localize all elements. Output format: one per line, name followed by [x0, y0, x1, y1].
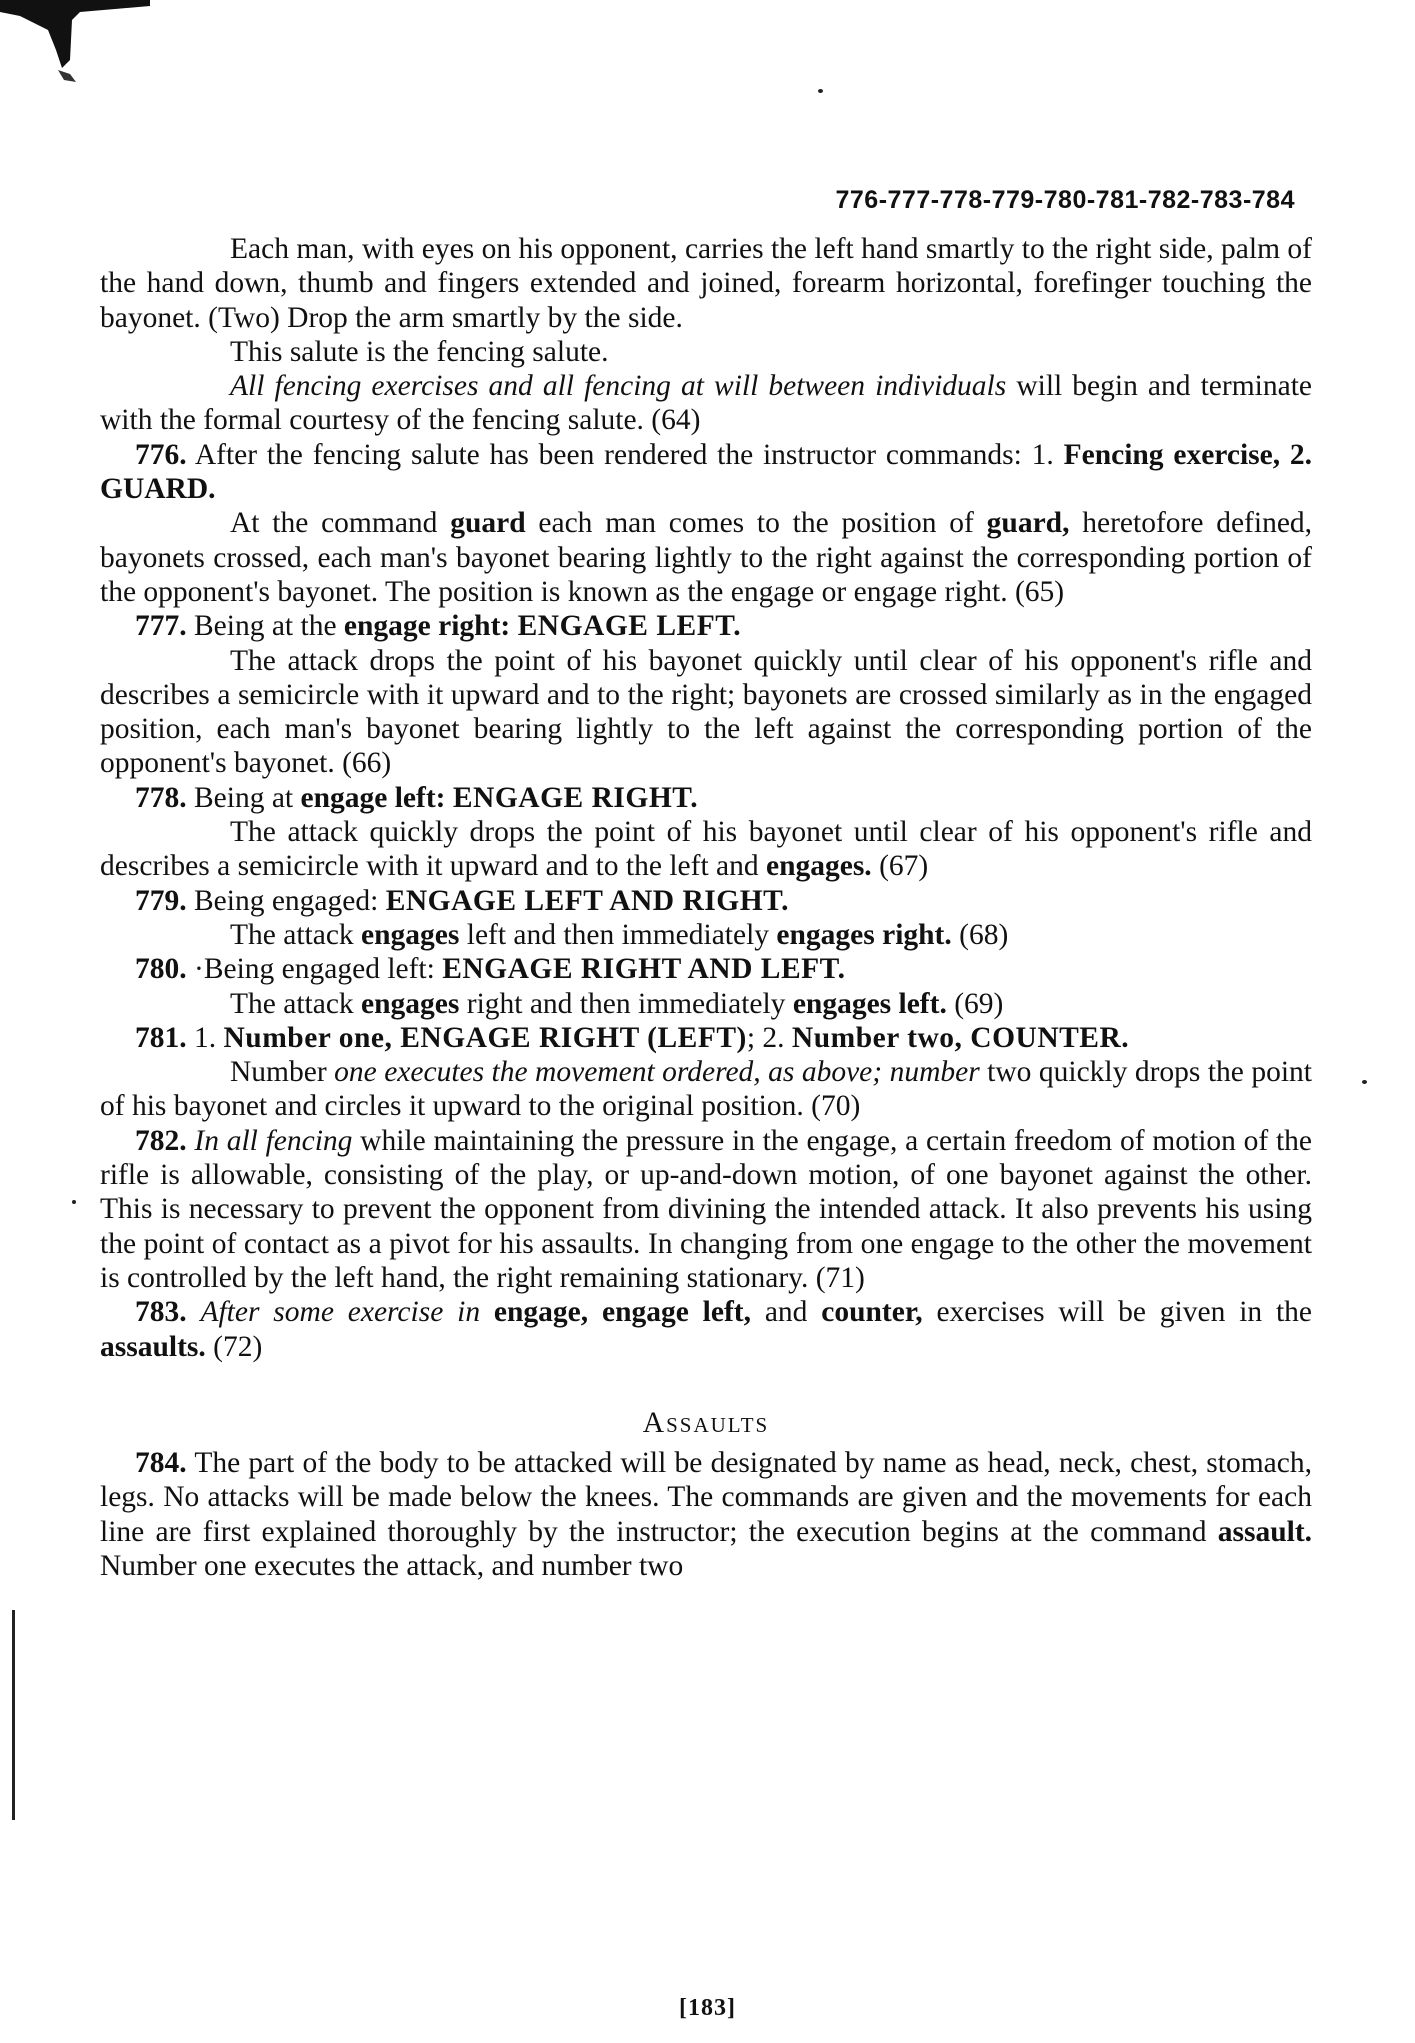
section-780 — [100, 952, 1312, 986]
paragraph-text: (67) — [879, 850, 929, 883]
paragraph-text: exercises will be given in the — [936, 1296, 1313, 1329]
section-777 — [100, 609, 1312, 643]
command-text: ENGAGE RIGHT AND LEFT. — [442, 953, 846, 986]
command-text: ENGAGE RIGHT. — [452, 781, 699, 814]
section-number: 777. — [135, 610, 187, 643]
bold-term: engage left: — [300, 781, 446, 814]
bold-term: engage, engage left, — [493, 1296, 751, 1329]
bold-term: engages — [361, 918, 460, 951]
corner-smudge-mark — [0, 0, 170, 90]
body-text — [100, 232, 1312, 1583]
bold-term: engages. — [765, 850, 872, 883]
section-text: ; 2. — [746, 1021, 785, 1054]
bold-term: counter, — [821, 1296, 923, 1329]
paragraph-engage-left-and-right — [100, 918, 1312, 952]
paragraph-text: each man comes to the position of — [538, 507, 974, 540]
paragraph-text: right and then immediately — [466, 987, 786, 1020]
running-header-section-numbers: 776-777-778-779-780-781-782-783-784 — [835, 186, 1295, 214]
section-779 — [100, 884, 1312, 918]
paragraph-text: left and then immediately — [466, 918, 770, 951]
section-number: 784. — [135, 1447, 187, 1480]
dust-speck — [818, 89, 823, 93]
section-text: Being at — [194, 781, 294, 814]
bold-term: assault. — [1217, 1515, 1313, 1548]
paragraph-counter — [100, 1055, 1312, 1124]
command-text: Number two, COUNTER. — [791, 1021, 1130, 1054]
paragraph-guard-position — [100, 506, 1312, 609]
paragraph-engage-right-and-left — [100, 987, 1312, 1021]
paragraph-text: (68) — [959, 918, 1009, 951]
margin-scan-line — [12, 1610, 15, 1820]
paragraph-text: Number one executes the attack, and number two — [100, 1549, 684, 1582]
paragraph-fencing-courtesy — [100, 369, 1312, 438]
paragraph-engage-right — [100, 815, 1312, 884]
section-text: 1. — [194, 1021, 217, 1054]
section-number: 779. — [135, 884, 187, 917]
section-783 — [100, 1295, 1312, 1364]
dust-speck — [1362, 1080, 1367, 1084]
bold-term: assaults. — [100, 1330, 206, 1363]
command-text: Number one, ENGAGE RIGHT (LEFT) — [223, 1021, 747, 1054]
italic-phrase: In all fencing — [194, 1124, 353, 1157]
bold-term: engages — [361, 987, 460, 1020]
page-number: [183] — [679, 1995, 736, 2021]
paragraph-text: At the command — [230, 507, 438, 540]
italic-phrase: After some exercise in — [200, 1296, 481, 1329]
command-text: ENGAGE LEFT AND RIGHT. — [385, 884, 790, 917]
section-text: The part of the body to be attacked will be designated by name as head, neck, chest, stomach, legs. No attacks will be made below the knees. The commands are given and the movements for each line are first explained thoroughly by the instructor; the execution begins at the command — [100, 1447, 1312, 1548]
italic-phrase: one executes the movement ordered, as above; number — [334, 1056, 980, 1089]
section-778 — [100, 781, 1312, 815]
dust-speck — [72, 1200, 76, 1204]
section-text: Being at the — [194, 610, 337, 643]
section-number: 780. — [135, 953, 187, 986]
section-heading-assaults: Assaults — [642, 1406, 770, 1439]
paragraph-text: two quickly drops the point of his bayonet and circles it upward to the original position. (70) — [100, 1056, 1312, 1123]
bold-term: engage right: — [343, 610, 511, 643]
section-776 — [100, 438, 1312, 507]
paragraph-text: while maintaining the pressure in the engage, a certain freedom of motion of the rifle is allowable, consisting of the play, or up-and-down motion, of one bayonet against the other. This is necessary to prevent the opponent from divining the intended attack. It also prevents his using the point of contact as a pivot for his assaults. In changing from one engage to the other the movement is controlled by the left hand, the right remaining stationary. (71) — [100, 1124, 1312, 1294]
bold-term: guard — [450, 507, 526, 540]
paragraph-text: (72) — [213, 1330, 263, 1363]
section-784 — [100, 1446, 1312, 1583]
paragraph-text: and — [764, 1296, 808, 1329]
section-782 — [100, 1124, 1312, 1295]
section-text: ·Being engaged left: — [194, 953, 435, 986]
paragraph-text: will begin and terminate with the formal courtesy of the fencing salute. (64) — [100, 370, 1313, 437]
section-text: Being engaged: — [194, 884, 379, 917]
bold-term: guard, — [986, 507, 1070, 540]
paragraph-text: The attack — [230, 987, 354, 1020]
section-781 — [100, 1021, 1312, 1055]
section-number: 782. — [135, 1124, 187, 1157]
paragraph-text: heretofore defined, bayonets crossed, each man's bayonet bearing lightly to the right against the corresponding portion of the opponent's bayonet. The position is known as the engage or engage right. (65) — [100, 507, 1313, 608]
paragraph-engage-left: The attack drops the point of his bayonet quickly until clear of his opponent's rifle and describes a semicircle with it upward and to the right; bayonets are crossed similarly as in the engaged position, each man's bayonet bearing lightly to the left against the corresponding portion of the opponent's bayonet. (66) — [100, 644, 1312, 780]
command-text: ENGAGE LEFT. — [517, 610, 742, 643]
paragraph-text: (69) — [954, 987, 1004, 1020]
paragraph-salute-description: Each man, with eyes on his opponent, carries the left hand smartly to the right side, palm of the hand down, thumb and fingers extended and joined, forearm horizontal, forefinger touching the bayonet. (Two) Drop the arm smartly by the side. — [100, 233, 1312, 334]
bold-term: engages left. — [792, 987, 947, 1020]
paragraph-text: The attack — [230, 918, 354, 951]
section-number: 776. — [135, 438, 187, 471]
section-text: After the fencing salute has been rendered the instructor commands: 1. — [194, 438, 1054, 471]
section-number: 783. — [135, 1296, 187, 1329]
paragraph-text: The attack quickly drops the point of his bayonet until clear of his opponent's rifle and describes a semicircle with it upward and to the left and — [100, 816, 1312, 883]
section-number: 778. — [135, 781, 187, 814]
italic-phrase: All fencing exercises and all fencing at will between individuals — [230, 370, 1007, 403]
bold-term: engages right. — [776, 918, 952, 951]
paragraph-fencing-salute: This salute is the fencing salute. — [230, 335, 609, 368]
section-number: 781. — [135, 1021, 187, 1054]
paragraph-text: Number — [230, 1056, 327, 1089]
command-text: Fencing exercise, 2. GUARD. — [100, 438, 1313, 506]
